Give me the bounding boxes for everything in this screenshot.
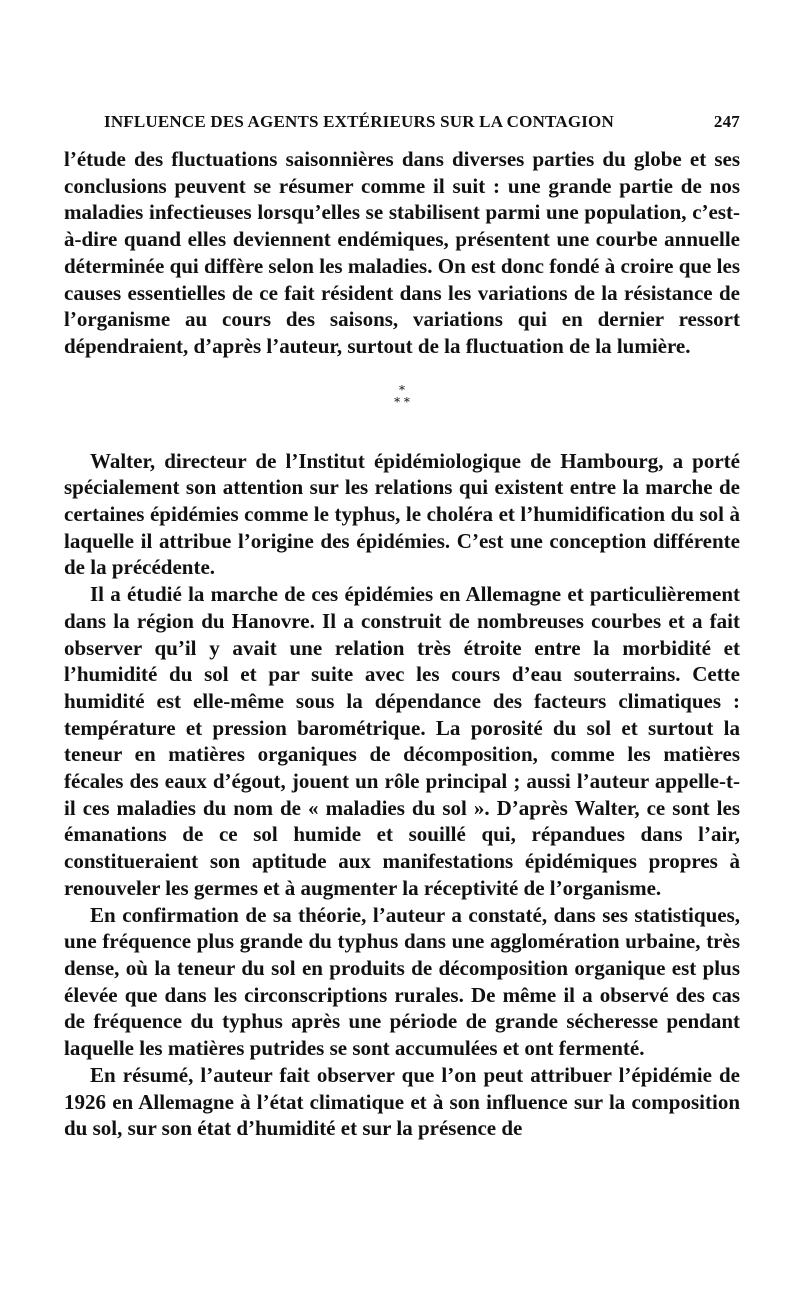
separator-stars-bottom: * * bbox=[394, 394, 410, 409]
running-title: INFLUENCE DES AGENTS EXTÉRIEURS SUR LA CONTAGION bbox=[104, 112, 614, 131]
book-page bbox=[64, 112, 740, 1142]
section-separator bbox=[64, 384, 740, 408]
running-header bbox=[64, 112, 740, 132]
paragraph-walter-study: Il a étudié la marche de ces épidémies en Allemagne et particulièrement dans la région du Hanovre. Il a construit de nombreuses courbes et a fait observer qu’il y avait une relation très étroite entre la morbidité et l’humidité du sol et par suite avec les cours d’eau souterrains. Cette humidité est elle-même sous la dépendance des facteurs climatiques : température et pression barométrique. La porosité du sol et surtout la teneur en matières organiques de décomposition, comme les matières fécales des eaux d’égout, jouent un rôle principal ; aussi l’auteur appelle-t-il ces maladies du nom de « maladies du sol ». D’après Walter, ce sont les émanations de ce sol humide et souillé qui, répandues dans l’air, constitueraient son aptitude aux manifestations épidémiques propres à renouveler les germes et à augmenter la réceptivité de l’organisme. bbox=[64, 582, 740, 900]
paragraph-summary: En résumé, l’auteur fait observer que l’on peut attribuer l’épidémie de 1926 en Allemagne à l’état climatique et à son influence sur la composition du sol, sur son état d’humidité et sur la présence de bbox=[64, 1062, 740, 1141]
paragraph-continued: l’étude des fluctuations saisonnières dans diverses parties du globe et ses conclusions peuvent se résumer comme il suit : une grande partie de nos maladies infectieuses lorsqu’elles se stabilisent parmi une population, c’est-à-dire quand elles deviennent endémiques, présentent une courbe annuelle déterminée qui diffère selon les maladies. On est donc fondé à croire que les causes essentielles de ce fait résident dans les variations de la résistance de l’organisme au cours des saisons, variations qui en dernier ressort dépendraient, d’après l’auteur, surtout de la fluctuation de la lumière. bbox=[64, 147, 740, 358]
separator-star-top: * bbox=[399, 382, 405, 397]
page-number: 247 bbox=[713, 112, 740, 131]
paragraph-confirmation: En confirmation de sa théorie, l’auteur a constaté, dans ses statistiques, une fréquence plus grande du typhus dans une agglomération urbaine, très dense, où la teneur du sol en produits de décomposition organique est plus élevée que dans les circonscriptions rurales. De même il a observé des cas de fréquence du typhus après une période de grande sécheresse pendant laquelle les matières putrides se sont accumulées et ont fermenté. bbox=[64, 902, 740, 1061]
body-text bbox=[64, 146, 740, 1142]
paragraph-walter-intro: Walter, directeur de l’Institut épidémiologique de Hambourg, a porté spécialement son attention sur les relations qui existent entre la marche de certaines épidémies comme le typhus, le choléra et l’humidification du sol à laquelle il attribue l’origine des épidémies. C’est une conception différente de la précédente. bbox=[64, 448, 740, 580]
